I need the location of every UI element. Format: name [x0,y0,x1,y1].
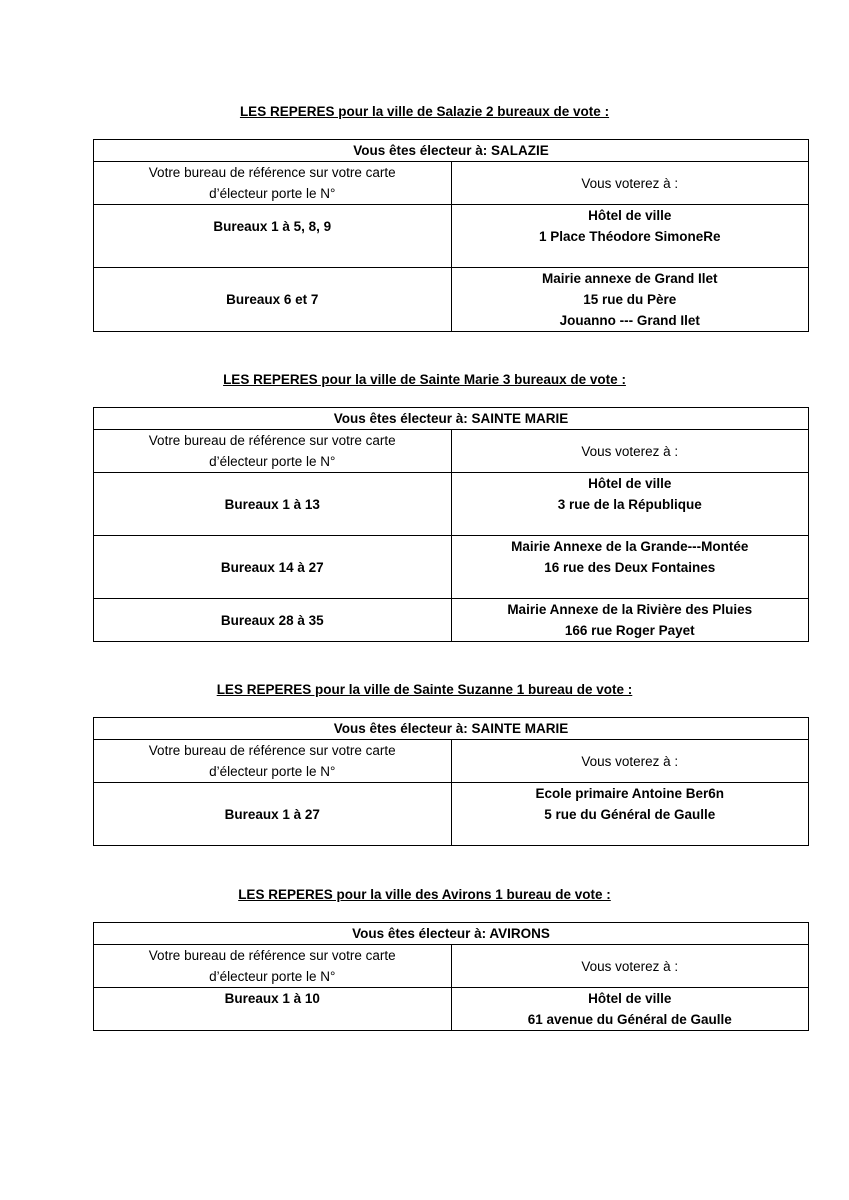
header-bureau [94,162,452,205]
table-row [94,473,809,536]
bureaux-cell: Bureaux 14 à 27 [94,536,452,599]
header-bureau-line: d’électeur porte le N° [209,764,336,779]
bureaux-cell: Bureaux 28 à 35 [94,599,452,642]
section-heading: LES REPERES pour la ville des Avirons 1 bureau de vote : [238,887,611,902]
table-row [94,268,809,332]
lieu-cell [451,988,809,1031]
table-title: Vous êtes électeur à: SALAZIE [94,140,809,162]
lieu-cell [451,268,809,332]
table-title: Vous êtes électeur à: AVIRONS [94,923,809,945]
header-bureau [94,740,452,783]
lieu-cell [451,473,809,536]
section-heading: LES REPERES pour la ville de Sainte Suzanne 1 bureau de vote : [216,682,633,697]
polling-table [93,717,809,846]
lieu-line: 166 rue Roger Payet [564,623,695,638]
table-row [94,205,809,268]
header-bureau-line: d’électeur porte le N° [209,186,336,201]
header-lieu: Vous voterez à : [451,162,809,205]
lieu-line: 61 avenue du Général de Gaulle [527,1012,732,1027]
bureaux-cell: Bureaux 1 à 5, 8, 9 [94,205,452,268]
lieu-cell [451,536,809,599]
header-bureau-line: Votre bureau de référence sur votre carte [148,433,396,448]
polling-table [93,407,809,642]
header-bureau-line: d’électeur porte le N° [209,454,336,469]
bureaux-cell: Bureaux 1 à 13 [94,473,452,536]
lieu-line: 3 rue de la République [557,497,702,512]
lieu-cell [451,783,809,846]
bureaux-cell: Bureaux 1 à 10 [94,988,452,1031]
polling-table [93,922,809,1031]
lieu-line: Ecole primaire Antoine Ber6n [535,786,725,801]
lieu-line: Mairie annexe de Grand Ilet [541,271,718,286]
lieu-line: 16 rue des Deux Fontaines [544,560,716,575]
header-row [94,430,809,473]
header-lieu: Vous voterez à : [451,430,809,473]
polling-table [93,139,809,332]
header-bureau-line: d’électeur porte le N° [209,969,336,984]
table-row [94,536,809,599]
lieu-line: Hôtel de ville [588,476,672,491]
lieu-line: Mairie Annexe de la Grande---Montée [511,539,749,554]
lieu-line: Mairie Annexe de la Rivière des Pluies [507,602,753,617]
table-row [94,988,809,1031]
header-lieu: Vous voterez à : [451,945,809,988]
header-bureau-line: Votre bureau de référence sur votre carte [148,165,396,180]
section-heading: LES REPERES pour la ville de Sainte Marie 3 bureaux de vote : [223,372,626,387]
lieu-line: 15 rue du Père [583,292,677,307]
header-row [94,162,809,205]
table-row [94,783,809,846]
header-bureau-line: Votre bureau de référence sur votre carte [148,743,396,758]
lieu-line: 5 rue du Général de Gaulle [544,807,716,822]
bureaux-cell: Bureaux 6 et 7 [94,268,452,332]
header-lieu: Vous voterez à : [451,740,809,783]
lieu-cell [451,599,809,642]
header-bureau [94,430,452,473]
bureaux-cell: Bureaux 1 à 27 [94,783,452,846]
header-row [94,740,809,783]
lieu-line: Hôtel de ville [588,991,672,1006]
section-heading: LES REPERES pour la ville de Salazie 2 bureaux de vote : [239,104,610,119]
lieu-cell [451,205,809,268]
lieu-line: 1 Place Théodore SimoneRe [538,229,721,244]
lieu-line: Jouanno --- Grand Ilet [559,313,700,328]
header-bureau [94,945,452,988]
table-title: Vous êtes électeur à: SAINTE MARIE [94,408,809,430]
header-row [94,945,809,988]
table-row [94,599,809,642]
table-title: Vous êtes électeur à: SAINTE MARIE [94,718,809,740]
lieu-line: Hôtel de ville [588,208,672,223]
header-bureau-line: Votre bureau de référence sur votre carte [148,948,396,963]
